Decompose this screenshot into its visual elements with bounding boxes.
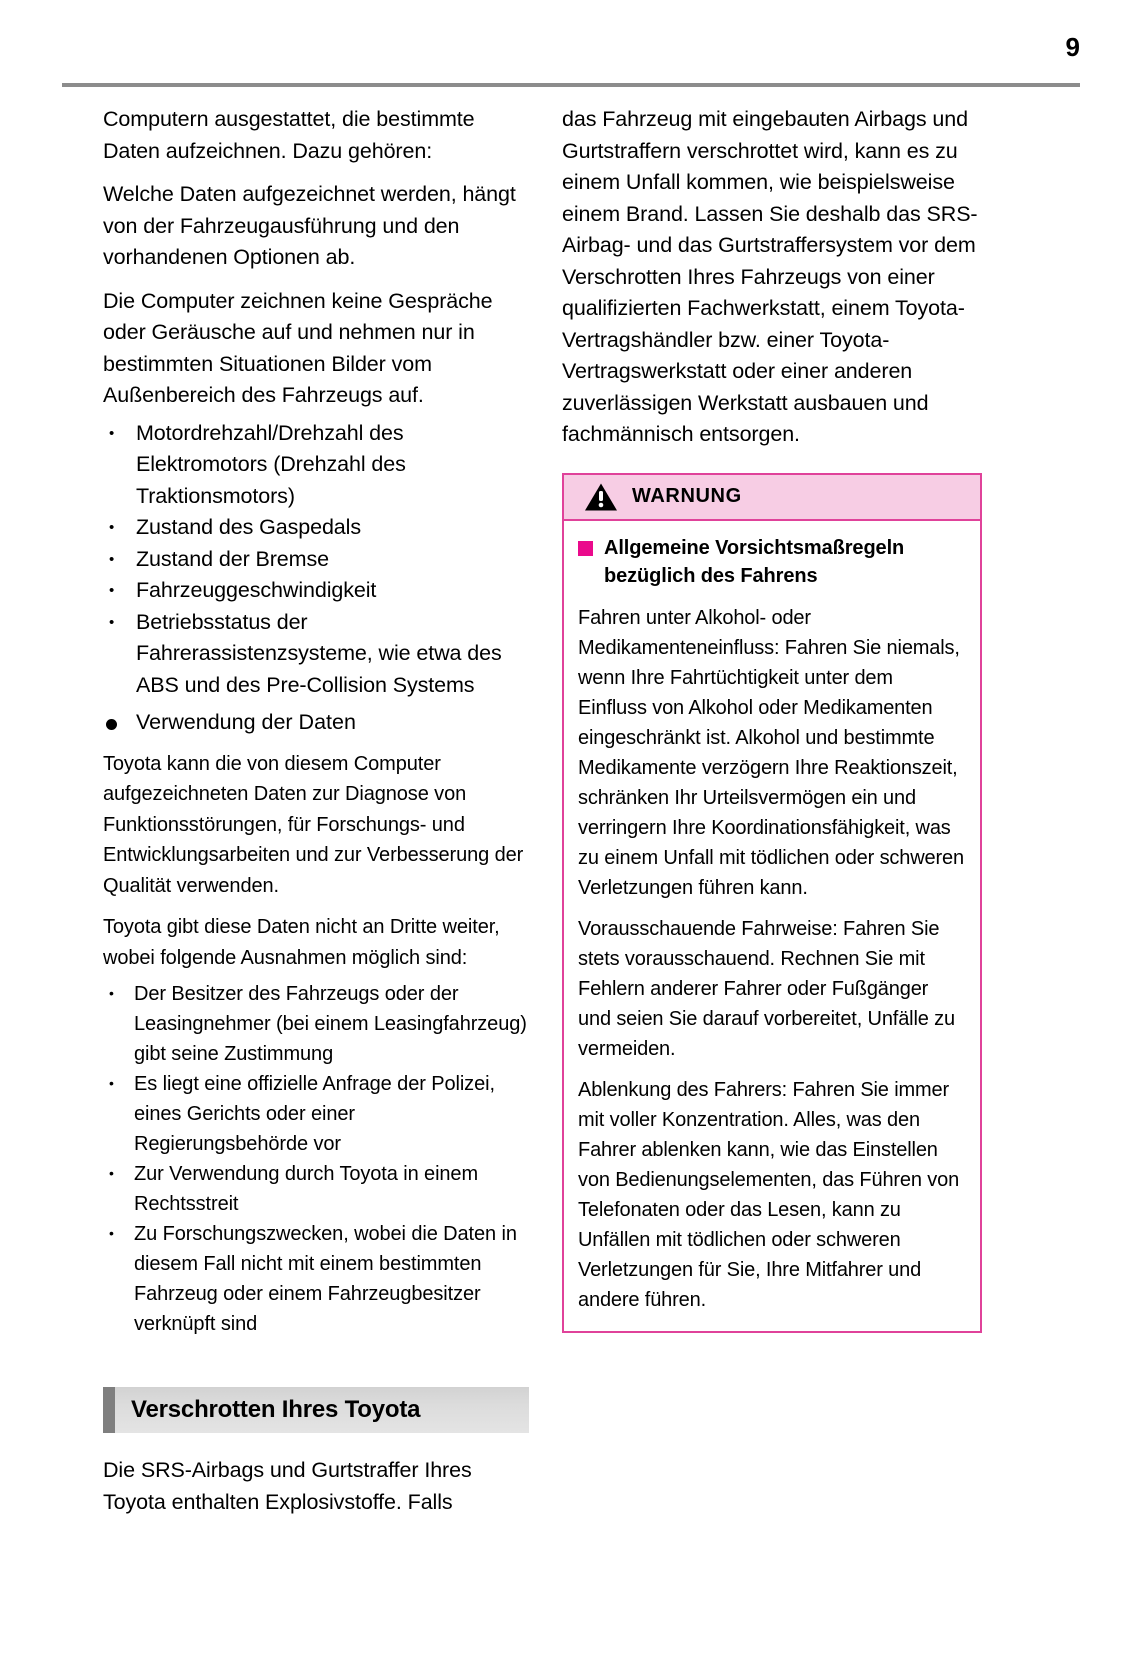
subsection-heading-label: Verwendung der Daten [136, 710, 356, 734]
paragraph: Die SRS-Airbags und Gurtstraffer Ihres Toyota enthalten Explosivstoffe. Falls [103, 1458, 472, 1514]
warning-paragraph: Ablenkung des Fahrers: Fahren Sie immer mit voller Konzentration. Alles, was den Fahrer ablenken kann, wie das Einstellen von Bedienungselementen, das Führen von Telefonaten oder das Lesen, kann zu Unfällen mit tödlichen oder schweren Verletzungen für Sie, Ihre Mitfahrer und andere führen. [578, 1078, 960, 1311]
data-sharing-exceptions-list [103, 979, 529, 1339]
paragraph: das Fahrzeug mit eingebauten Airbags und Gurtstraffern verschrottet wird, kann es zu einem Unfall kommen, wie beispielsweise einem Brand. Lassen Sie deshalb das SRS-Airbag- und das Gurtstraffersystem vor dem Verschrotten Ihres Fahrzeugs von einer qualifizierten Fachwerkstatt, einem Toyota-Vertragshändler bzw. einer Toyota-Vertragswerkstatt oder einer anderen zuverlässigen Werkstatt ausbauen und fachmännisch entsorgen. [562, 107, 978, 446]
filled-circle-bullet-icon [106, 719, 117, 730]
left-column [103, 104, 529, 1530]
paragraph: Die Computer zeichnen keine Gespräche oder Geräusche auf und nehmen nur in bestimmten Situationen Bilder vom Außenbereich des Fahrzeugs auf. [103, 288, 493, 407]
list-item: • Zur Verwendung durch Toyota in einem Rechtsstreit [103, 1159, 529, 1219]
warning-box [562, 473, 982, 1333]
warning-subtitle [578, 534, 964, 590]
warning-subtitle-label: Allgemeine Vorsichtsmaßregeln bezüglich des Fahrens [604, 536, 905, 587]
square-bullet-icon [578, 541, 593, 556]
page-header [62, 34, 1080, 86]
list-item: • Zustand des Gaspedals [103, 512, 529, 544]
right-column [562, 104, 988, 1333]
section-heading-bar [103, 1387, 529, 1433]
paragraph: Welche Daten aufgezeichnet werden, hängt von der Fahrzeugausführung und den vorhandenen Optionen ab. [103, 182, 516, 269]
section-accent-bar [103, 1387, 115, 1433]
warning-paragraph: Fahren unter Alkohol- oder Medikamenteneinfluss: Fahren Sie niemals, wenn Ihre Fahrtüchtigkeit unter dem Einfluss von Alkohol oder Medikamenten eingeschränkt ist. Alkohol und bestimmte Medikamente verzögern Ihre Reaktionszeit, schränken Ihr Urteilsvermögen ein und verringern Ihre Koordinationsfähigkeit, was zu einem Unfall mit tödlichen oder schweren Verletzungen führen kann. [578, 606, 964, 899]
section-heading-label: Verschrotten Ihres Toyota [131, 1396, 421, 1423]
list-item: • Motordrehzahl/Drehzahl des Elektromotors (Drehzahl des Traktionsmotors) [103, 418, 529, 513]
list-item: • Betriebsstatus der Fahrerassistenzsysteme, wie etwa des ABS und des Pre-Collision Systems [103, 607, 529, 702]
list-item: • Der Besitzer des Fahrzeugs oder der Leasingnehmer (bei einem Leasingfahrzeug) gibt seine Zustimmung [103, 979, 529, 1069]
warning-box-header [564, 475, 980, 521]
warning-box-body [564, 521, 980, 1331]
list-item: • Es liegt eine offizielle Anfrage der Polizei, eines Gerichts oder einer Regierungsbehörde vor [103, 1069, 529, 1159]
header-rule [62, 83, 1080, 87]
warning-title: WARNUNG [632, 485, 742, 507]
list-item: • Fahrzeuggeschwindigkeit [103, 575, 529, 607]
list-item: • Zu Forschungszwecken, wobei die Daten in diesem Fall nicht mit einem bestimmten Fahrzeug oder einem Fahrzeugbesitzer verknüpft sind [103, 1219, 529, 1339]
warning-triangle-icon [584, 482, 618, 512]
subsection-heading [103, 707, 529, 739]
paragraph: Toyota gibt diese Daten nicht an Dritte weiter, wobei folgende Ausnahmen möglich sind: [103, 916, 500, 969]
list-item: • Zustand der Bremse [103, 544, 529, 576]
warning-paragraph: Vorausschauende Fahrweise: Fahren Sie stets vorausschauend. Rechnen Sie mit Fehlern anderer Fahrer oder Fußgänger und seien Sie darauf vorbereitet, Unfälle zu vermeiden. [578, 917, 955, 1060]
page-number: 9 [1065, 32, 1080, 62]
paragraph: Computern ausgestattet, die bestimmte Daten aufzeichnen. Dazu gehören: [103, 107, 475, 163]
paragraph: Toyota kann die von diesem Computer aufgezeichneten Daten zur Diagnose von Funktionsstörungen, für Forschungs- und Entwicklungsarbeiten und zur Verbesserung der Qualität verwenden. [103, 752, 524, 897]
recorded-data-list [103, 418, 529, 702]
